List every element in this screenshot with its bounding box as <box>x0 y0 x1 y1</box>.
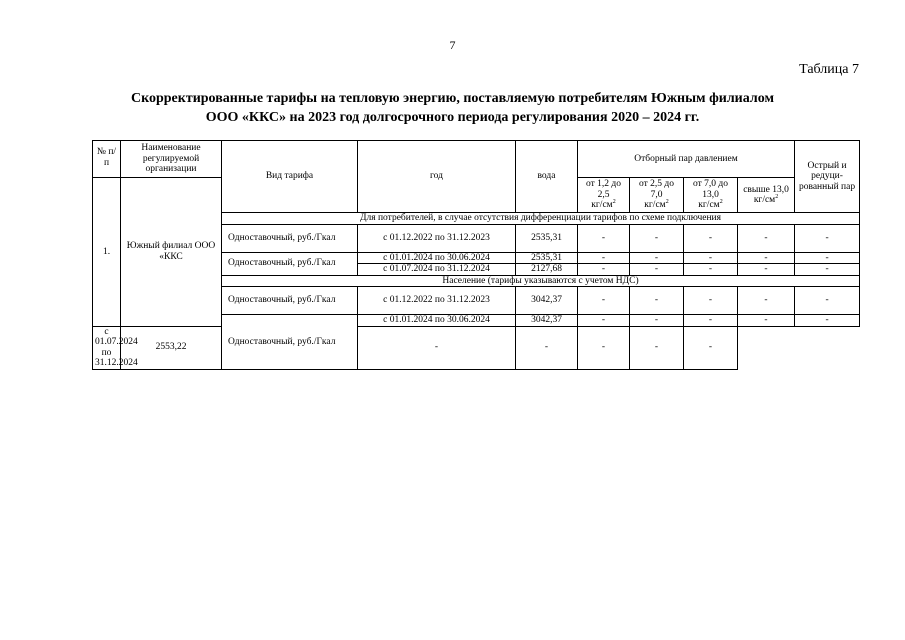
water-cell: 2127,68 <box>516 264 578 276</box>
steam-cell: - <box>684 252 738 264</box>
sharp-steam-cell: - <box>795 264 860 276</box>
steam-cell: - <box>578 224 630 252</box>
title-line-2: ООО «ККС» на 2023 год долгосрочного периода регулирования 2020 – 2024 гг. <box>205 110 700 125</box>
header-num: № п/п <box>93 141 121 178</box>
header-steam-col-2: от 2,5 до 7,0 $кг/см^2$ <box>630 178 684 213</box>
steam-cell: - <box>738 252 795 264</box>
tariff-type-cell: Одноставочный, руб./Гкал <box>222 252 358 275</box>
section-title: Население (тарифы указываются с учетом НДС) <box>222 275 860 287</box>
header-row-1 <box>93 141 860 178</box>
steam-cell: - <box>630 326 684 369</box>
steam-cell: - <box>684 287 738 315</box>
steam-cell: - <box>684 264 738 276</box>
tariff-type-cell: Одноставочный, руб./Гкал <box>222 287 358 315</box>
period-cell: с 01.01.2024 по 30.06.2024 <box>358 315 516 327</box>
tariff-type-cell: Одноставочный, руб./Гкал <box>222 224 358 252</box>
steam-cell: - <box>738 264 795 276</box>
org-num-cell: 1. <box>93 178 121 327</box>
sharp-steam-cell: - <box>684 326 738 369</box>
steam-cell: - <box>358 326 516 369</box>
header-steam-group: Отборный пар давлением <box>578 141 795 178</box>
title-line-1: Скорректированные тарифы на тепловую энергию, поставляемую потребителям Южным филиалом <box>130 91 774 106</box>
steam-cell: - <box>684 315 738 327</box>
period-cell: с 01.07.2024 по 31.12.2024 <box>93 326 121 369</box>
period-cell: с 01.07.2024 по 31.12.2024 <box>358 264 516 276</box>
steam-cell: - <box>630 287 684 315</box>
tariff-type-cell: Одноставочный, руб./Гкал <box>222 315 358 370</box>
period-cell: с 01.12.2022 по 31.12.2023 <box>358 224 516 252</box>
steam-cell: - <box>578 287 630 315</box>
steam-cell: - <box>738 224 795 252</box>
steam-cell: - <box>630 224 684 252</box>
sharp-steam-cell: - <box>795 252 860 264</box>
steam-cell: - <box>578 315 630 327</box>
header-steam-col-4: свыше 13,0 $кг/см^2$ <box>738 178 795 213</box>
steam-cell: - <box>630 264 684 276</box>
steam-cell: - <box>578 264 630 276</box>
header-steam-col-1: от 1,2 до 2,5 $кг/см^2$ <box>578 178 630 213</box>
header-tariff-type: Вид тарифа <box>222 141 358 213</box>
water-cell: 2535,31 <box>516 224 578 252</box>
sharp-steam-cell: - <box>795 315 860 327</box>
steam-cell: - <box>516 326 578 369</box>
period-cell: с 01.12.2022 по 31.12.2023 <box>358 287 516 315</box>
water-cell: 2553,22 <box>121 326 222 369</box>
steam-cell: - <box>738 287 795 315</box>
water-cell: 3042,37 <box>516 287 578 315</box>
water-cell: 2535,31 <box>516 252 578 264</box>
steam-cell: - <box>738 315 795 327</box>
sharp-steam-cell: - <box>795 224 860 252</box>
steam-cell: - <box>684 224 738 252</box>
steam-cell: - <box>630 315 684 327</box>
water-cell: 3042,37 <box>516 315 578 327</box>
header-steam-col-3: от 7,0 до 13,0 $кг/см^2$ <box>684 178 738 213</box>
document-title <box>0 89 905 127</box>
tariff-table <box>92 140 860 370</box>
page-number: 7 <box>449 38 456 52</box>
header-org: Наименование регулируемой организации <box>121 141 222 178</box>
table-label: Таблица 7 <box>799 62 859 77</box>
steam-cell: - <box>630 252 684 264</box>
table-row <box>93 326 860 369</box>
header-sharp-steam: Острый и редуци-рованный пар <box>795 141 860 213</box>
header-year: год <box>358 141 516 213</box>
header-water: вода <box>516 141 578 213</box>
section-title: Для потребителей, в случае отсутствия дифференциации тарифов по схеме подключения <box>222 213 860 225</box>
steam-cell: - <box>578 252 630 264</box>
period-cell: с 01.01.2024 по 30.06.2024 <box>358 252 516 264</box>
steam-cell: - <box>578 326 630 369</box>
sharp-steam-cell: - <box>795 287 860 315</box>
org-cell: Южный филиал ООО «ККС <box>121 178 222 327</box>
